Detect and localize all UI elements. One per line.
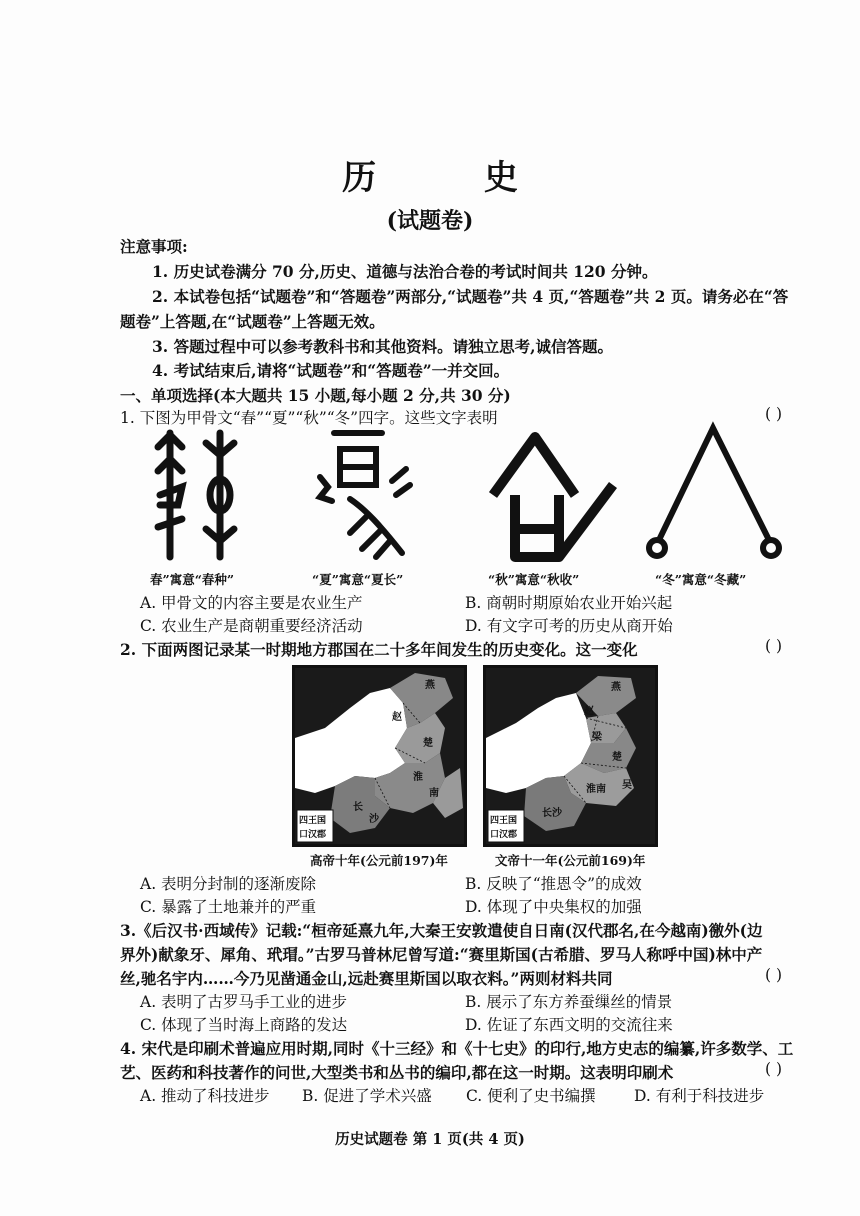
map1-label-nan: 南 bbox=[429, 788, 439, 799]
q1-caption-winter: “冬”寓意“冬藏” bbox=[655, 572, 747, 587]
q4-stem-line-2: 艺、医药和科技著作的问世,大型类书和丛书的编印,都在这一时期。这表明印刷术 bbox=[120, 1063, 674, 1082]
q1-caption-spring: 春”寓意“春种” bbox=[150, 572, 235, 587]
map-wendi bbox=[483, 665, 658, 847]
q3-option-a: A. 表明了古罗马手工业的进步 bbox=[140, 993, 348, 1011]
q4-option-d: D. 有利于科技进步 bbox=[634, 1087, 765, 1105]
q3-stem-line-1: 3.《后汉书·西域传》记载:“桓帝延熹九年,大秦王安敦遣使自日南(汉代郡名,在今越南)徼外(边 bbox=[120, 921, 763, 940]
page-subtitle: (试题卷) bbox=[386, 208, 474, 234]
map2-label-yan: 燕 bbox=[611, 682, 621, 693]
notice-item-2: 2. 本试卷包括“试题卷”和“答题卷”两部分,“试题卷”共 4 页,“答题卷”共 2 页。请务必在“答 bbox=[152, 287, 789, 306]
notice-item-4: 4. 考试结束后,请将“试题卷”和“答题卷”一并交回。 bbox=[152, 361, 510, 380]
q2-option-a: A. 表明分封制的逐渐废除 bbox=[140, 875, 317, 893]
notice-item-2-cont: 题卷”上答题,在“试题卷”上答题无效。 bbox=[120, 312, 385, 331]
map2-caption: 文帝十一年(公元前169)年 bbox=[495, 853, 646, 868]
map2-label-huainan: 淮南 bbox=[586, 784, 606, 795]
q1-caption-autumn: “秋”寓意“秋收” bbox=[488, 572, 580, 587]
map2-label-liang: 梁 bbox=[592, 732, 602, 743]
map2-label-zhao: 赵 bbox=[584, 706, 594, 717]
q3-option-c: C. 体现了当时海上商路的发达 bbox=[140, 1016, 348, 1034]
map2-label-changsha: 长沙 bbox=[542, 808, 562, 819]
q3-stem-line-2: 界外)献象牙、犀角、玳瑁。”古罗马普林尼曾写道:“赛里斯国(古希腊、罗马人称呼中国)林中产 bbox=[120, 945, 763, 964]
q1-option-d: D. 有文字可考的历史从商开始 bbox=[465, 617, 673, 635]
q2-answer-bracket: ( ) bbox=[765, 637, 783, 655]
q3-stem-line-3: 丝,驰名宇内……今乃见凿通金山,远赴赛里斯国以取衣料。”两则材料共同 bbox=[120, 969, 613, 988]
q1-option-a: A. 甲骨文的内容主要是农业生产 bbox=[140, 594, 363, 612]
map1-caption: 高帝十年(公元前197)年 bbox=[310, 853, 448, 868]
q2-option-c: C. 暴露了土地兼并的严重 bbox=[140, 898, 317, 916]
map1-label-chu: 楚 bbox=[423, 738, 433, 749]
q4-option-a: A. 推动了科技进步 bbox=[140, 1087, 270, 1105]
notice-heading: 注意事项: bbox=[120, 237, 188, 256]
q4-option-b: B. 促进了学术兴盛 bbox=[302, 1087, 432, 1105]
oracle-glyph-winter bbox=[645, 420, 785, 565]
q4-stem-line-1: 4. 宋代是印刷术普遍应用时期,同时《十三经》和《十七史》的印行,地方史志的编纂,许多数学、工 bbox=[120, 1039, 794, 1058]
map1-label-chang: 长 bbox=[353, 802, 363, 813]
q3-answer-bracket: ( ) bbox=[765, 966, 783, 984]
map1-legend-commandery: 口汉郡 bbox=[299, 830, 327, 840]
q4-answer-bracket: ( ) bbox=[765, 1060, 783, 1078]
map2-legend-commandery: 口汉郡 bbox=[490, 830, 518, 840]
map1-label-huai: 淮 bbox=[413, 772, 423, 783]
map1-legend-kingdom: 四王国 bbox=[299, 816, 327, 826]
map2-label-wu: 吴 bbox=[622, 780, 632, 791]
q1-option-c: C. 农业生产是商朝重要经济活动 bbox=[140, 617, 363, 635]
map2-label-chu: 楚 bbox=[612, 752, 622, 763]
map1-label-zhao: 赵 bbox=[392, 712, 402, 723]
q2-stem: 2. 下面两图记录某一时期地方郡国在二十多年间发生的历史变化。这一变化 bbox=[120, 640, 638, 659]
q3-option-b: B. 展示了东方养蚕缫丝的情景 bbox=[465, 993, 673, 1011]
q1-answer-bracket: ( ) bbox=[765, 405, 783, 423]
page-title: 历 史 bbox=[342, 158, 566, 198]
q2-option-d: D. 体现了中央集权的加强 bbox=[465, 898, 642, 916]
q2-option-b: B. 反映了“推恩令”的成效 bbox=[465, 875, 642, 893]
section-heading: 一、单项选择(本大题共 15 小题,每小题 2 分,共 30 分) bbox=[120, 386, 511, 405]
map1-label-sha: 沙 bbox=[369, 814, 379, 825]
notice-item-1: 1. 历史试卷满分 70 分,历史、道德与法治合卷的考试时间共 120 分钟。 bbox=[152, 262, 658, 281]
notice-item-3: 3. 答题过程中可以参考教科书和其他资料。请独立思考,诚信答题。 bbox=[152, 337, 613, 356]
oracle-glyph-autumn bbox=[485, 425, 620, 565]
map-gaodi bbox=[292, 665, 467, 847]
map1-label-yan: 燕 bbox=[425, 680, 435, 691]
q1-caption-summer: “夏”寓意“夏长” bbox=[312, 572, 404, 587]
map2-legend-kingdom: 四王国 bbox=[490, 816, 518, 826]
q1-option-b: B. 商朝时期原始农业开始兴起 bbox=[465, 594, 673, 612]
q4-option-c: C. 便利了史书编撰 bbox=[466, 1087, 596, 1105]
oracle-glyph-summer bbox=[310, 425, 420, 565]
page-footer: 历史试题卷 第 1 页(共 4 页) bbox=[335, 1131, 525, 1148]
oracle-glyph-spring bbox=[148, 425, 248, 565]
q3-option-d: D. 佐证了东西文明的交流往来 bbox=[465, 1016, 673, 1034]
q1-stem: 1. 下图为甲骨文“春”“夏”“秋”“冬”四字。这些文字表明 bbox=[120, 409, 498, 427]
